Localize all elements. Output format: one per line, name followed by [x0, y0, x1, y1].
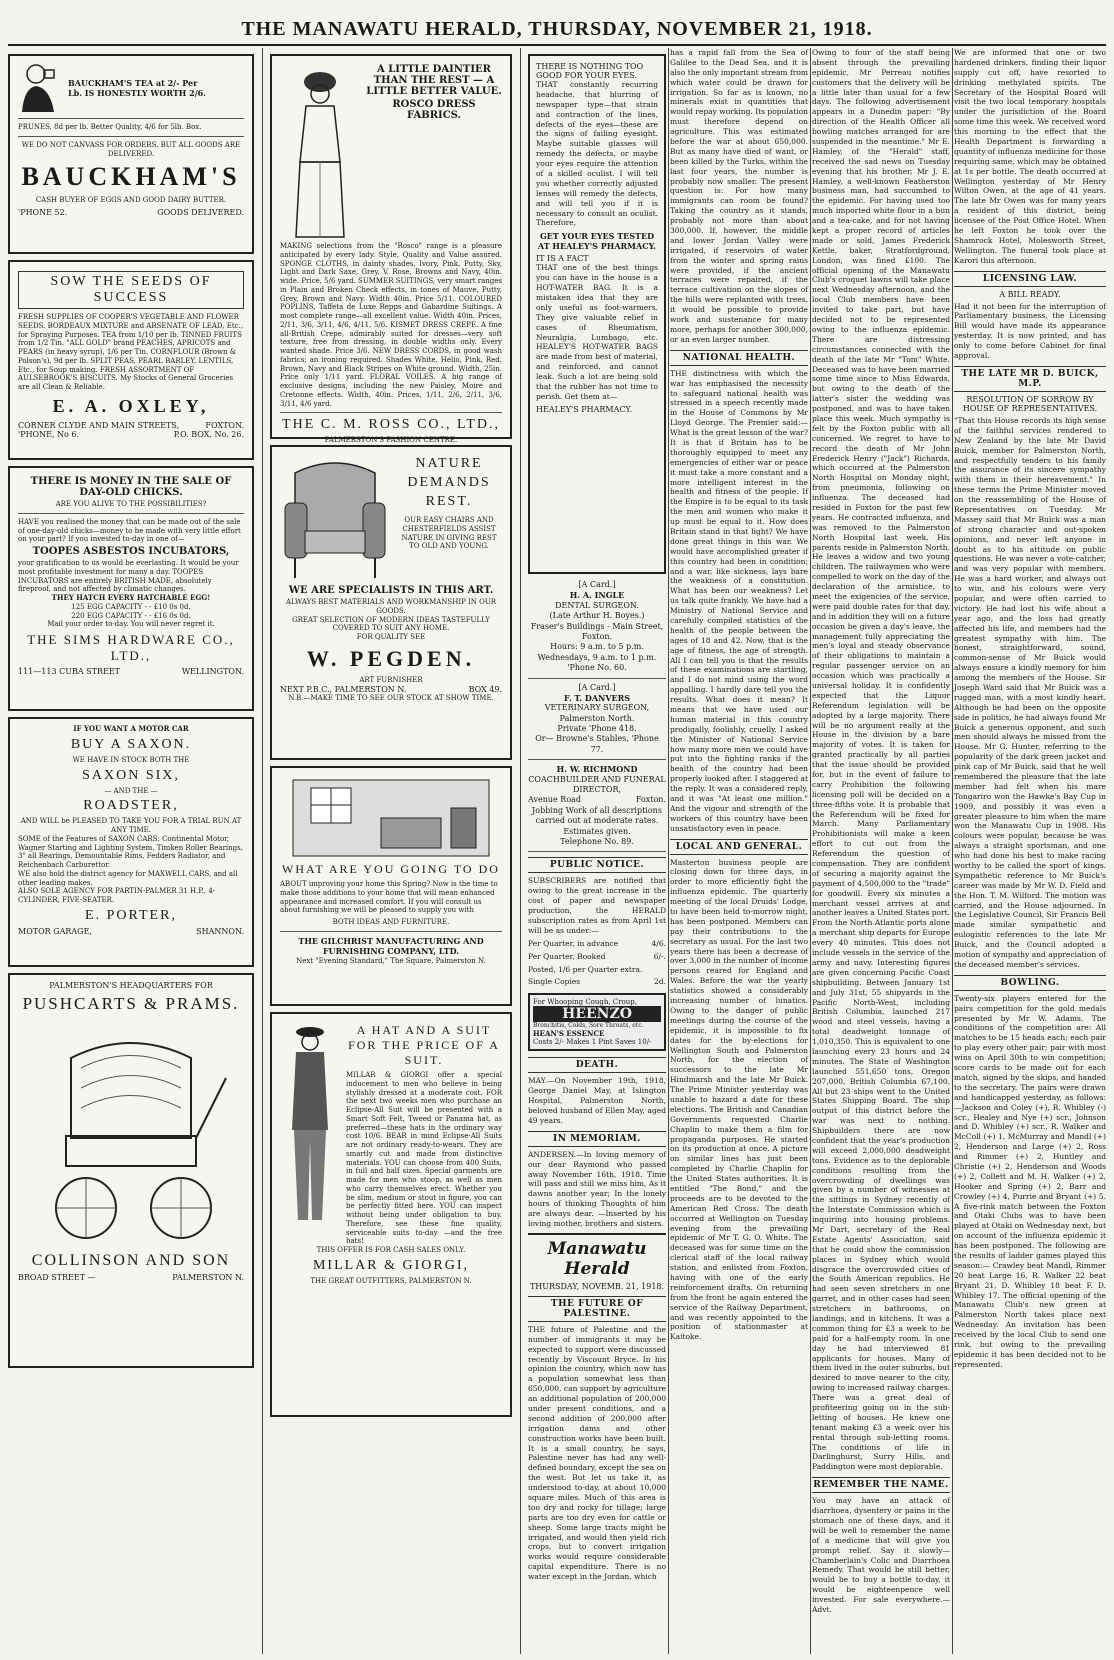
rate-label: Posted, 1/6 per Quarter extra.	[528, 964, 643, 974]
lady-figure-illustration	[280, 62, 360, 242]
healey-name: HEALEY'S PHARMACY.	[536, 404, 633, 414]
porter-garage: MOTOR GARAGE,	[18, 926, 92, 936]
porter-headline: IF YOU WANT A MOTOR CAR	[73, 724, 189, 733]
oxley-phone: 'PHONE, No 6.	[18, 429, 80, 439]
death-heading: DEATH.	[528, 1057, 666, 1073]
porter-stock: WE HAVE IN STOCK BOTH THE	[72, 755, 190, 764]
danvers-title: VETERINARY SURGEON,	[544, 703, 650, 713]
sims-headline: THERE IS MONEY IN THE SALE OF DAY-OLD CHICKS.	[30, 476, 232, 498]
collinson-town: PALMERSTON N.	[172, 1273, 244, 1283]
column-6	[954, 48, 1106, 1654]
ross-name: THE C. M. ROSS CO., LTD.,	[282, 417, 500, 433]
collinson-title: PUSHCARTS & PRAMS.	[22, 994, 240, 1014]
porter-and: — AND THE —	[104, 786, 158, 795]
bauckham-tagline: BAUCKHAM'S TEA at 2/- Per	[68, 77, 198, 88]
richmond-job: Jobbing Work of all descriptions carried out at moderate rates.	[532, 805, 662, 826]
pegden-best: ALWAYS BEST MATERIALS AND WORKMANSHIP IN OUR GOODS.	[285, 598, 497, 615]
canvass-line: WE DO NOT CANVASS FOR ORDERS, BUT ALL GOODS ARE DELIVERED.	[21, 140, 241, 158]
oxley-corner: CORNER CLYDE AND MAIN STREETS,	[18, 420, 180, 430]
buy-saxon: BUY A SAXON.	[70, 736, 192, 752]
pegden-advertisement	[270, 445, 512, 760]
column-5	[812, 48, 950, 1654]
bauckham-buyer: CASH BUYER OF EGGS AND GOOD DAIRY BUTTER.	[35, 196, 227, 205]
bowling-body: Twenty-six players entered for the pairs competition for the gold medals presented by Mr W. Adams. The conditions of the competition are: All matches to be 15 heads each; each pair to play every other pair; pair with most wins on April 30th to win competition; score cards to be made out for each match, signed by the skips, and handed to the secretary. The pairs were drawn and handicapped yesterday, as follows:—Jackson and Coley (+), R. Whibley (-) scr., Healey and Nye (+) scr., Johnson and D. Whibley (+) scr., R. Walker and McColl (+) 1, McMurray and Mandl (+) 2, Henderson and Large (+) 2, Ross and Rimmer (+) 2, Huntley and Christie (+) 2, Henderson and Woods (+) 2, Collett and M. H. Walker (+) 2, Hooker and Spring (+) 2, Barr and Crowley (+) 4, Purrie and Bryant (+) 5. A five-rink match between the Foxton and Otaki Clubs was to have been played at Otaki on Wednesday next, but on account of the influenza epidemic it has been postponed. The following are the results of ladder games played this season:— Crawley beat Mandl, Rimmer 20 beat Large 16, R. Walker 22 beat Bryant 21, D. Whibley 18 beat F. D. Whibley 17. The official opening of the Manawatu Club's new green at Palmerston North takes place next Wednesday. An invitation has been received by the local Club to send one rink, but owing to the prevailing epidemic it has been decided not to be represented.	[954, 993, 1106, 1369]
heanz-top: For Whooping Cough, Croup,	[533, 998, 637, 1007]
heanz-advertisement	[528, 993, 666, 1051]
buick-heading: THE LATE MR D. BUICK, M.P.	[954, 366, 1106, 392]
card-label: [A Card.]	[578, 580, 616, 589]
danvers-phone: Private 'Phone 418.	[557, 724, 637, 734]
collinson-prams-advertisement	[8, 973, 254, 1368]
ross-headline: A LITTLE DAINTIER THAN THE REST — A LITTLE BETTER VALUE.	[366, 64, 502, 97]
richmond-title: COACHBUILDER AND FUNERAL DIRECTOR,	[528, 774, 666, 795]
gilchrist-both: BOTH IDEAS AND FURNITURE.	[332, 918, 450, 926]
column-2	[270, 48, 512, 1654]
millar-headline: A HAT AND A SUIT FOR THE PRICE OF A SUIT.	[348, 1023, 500, 1067]
licensing-law-body: Had it not been for the interruption of Parliamentary business, the Licensing Bill would have made its appearance yesterday. It is now printed, and has only to come before Cabinet for final approval.	[954, 301, 1106, 361]
oxley-body: FRESH SUPPLIES OF COOPER'S VEGETABLE AND FLOWER SEEDS. BORDEAUX MIXTURE and ARSENATE OF LEAD, Etc., for Spraying Purposes. TEA from 1/10 per lb. TINNED FRUITS from 1/2 Tin. "ALL GOLD" brand PEACHES, APRICOTS and PEARS (in heavy syrup), 1/6 per Tin. CORNFLOUR (Brown & Polson's), 9d per lb. SPLIT PEAS, PEARL BARLEY, LENTILS, Etc., for Soup making. FRESH ASSORTMENT OF AULSEBROOK'S BISCUITS. My Stocks of General Groceries are all Clean & Reliable.	[18, 313, 244, 391]
toopes-incubators: TOOPES ASBESTOS INCUBATORS,	[32, 546, 230, 557]
oxley-name: E. A. OXLEY,	[52, 395, 210, 416]
remember-name-body: You may have an attack of diarrhoea, dysentery or pains in the stomach one of these days, and it will be well to remember the name of a medicine that will give you prompt relief. Say it slowly—Chamberlain's Colic and Diarrhoea Remedy. That would be still better, would be to buy a bottle to-day, it would be eighteenpence well invested. For sale everywhere.—Advt.	[812, 1496, 950, 1615]
healey-body: THAT constantly recurring headache, that blurring of newspaper type—that strain and contraction of the lines, defects of the eyes—these are the signs of failing eyesight. Maybe suitable glasses will remedy the defects, or maybe your eyes require the attention of a skilled oculist. I will tell you whether correctly adjusted lenses will remedy the defects, and will tell you if it is necessary to consult an oculist. Therefore,	[536, 80, 658, 228]
palestine-continued: has a rapid fall from the Sea of Galilee to the Dead Sea, and it is also the only important stream from which water could be drawn for irrigation. So far as is known, no minerals exist in quantities that would repay working. Its population must therefore depend on agriculture. This was estimated before the war at about 650,000. But as many have died of want, or been killed by the Turks, within the last four years, the number is probably now smaller. The present question is: For how many immigrants can room be found? Taking the country as it stands, probably not more than about 300,000. If, however, the middle and lower Jordan Valley were irrigated, if reservoirs of water from the winter and spring rains were provided, if the ancient terraces were repaired, if the terrace cultivation on the slopes of the hills were replanted with trees, it would be possible to provide work and sustenance for many more, perhaps for another 300,000, or an even larger number.	[670, 48, 808, 344]
heanz-essence: HEAN'S ESSENCE	[533, 1029, 605, 1039]
heanz-note: Bronchitis, Colds, Sore Throats, etc.	[533, 1022, 644, 1030]
fact-headline: IT IS A FACT	[536, 254, 589, 264]
collinson-street: BROAD STREET —	[18, 1273, 96, 1283]
rate-value: 4/6.	[651, 938, 666, 948]
licensing-law-heading: LICENSING LAW.	[954, 271, 1106, 287]
oxley-box: P.O. BOX, No. 26.	[173, 429, 244, 439]
millar-name: MILLAR & GIORGI,	[312, 1257, 470, 1273]
danvers-card	[528, 683, 666, 756]
rate-label: Per Quarter, Booked	[528, 951, 606, 961]
sims-hardware-advertisement	[8, 466, 254, 711]
pegden-great: GREAT SELECTION OF MODERN IDEAS TASTEFULLY COVERED TO SUIT ANY HOME.	[292, 615, 490, 633]
sims-hatch: THEY HATCH EVERY HATCHABLE EGG!	[51, 593, 211, 602]
bowling-heading: BOWLING.	[954, 975, 1106, 991]
porter-trial: AND WILL be PLEASED TO TAKE YOU FOR A TRIAL RUN AT ANY TIME.	[20, 817, 242, 834]
fact-body: THAT one of the best things you can have in the house is a HOT-WATER BAG. It is a mistaken idea that they are only useful as foot-warmers. They give valuable relief in cases of Rheumatism, Neuralgia, Lumbago, etc. HEALEY'S HOT-WATER BAGS are made from best of material, and reinforced, and cannot leak. Such a lot are being sold that the rubber has not time to perish. Get them at—	[536, 263, 658, 401]
collinson-name: COLLINSON AND SON	[31, 1252, 231, 1270]
herald-logo: Manawatu Herald	[547, 1238, 647, 1279]
sims-city: WELLINGTON.	[181, 667, 244, 676]
local-general-body: Masterton business people are closing down for three days, in order to more efficiently fight the influenza epidemic. The quarterly meeting of the local Druids' Lodge, to have been held to-morrow night, has been postponed. Members can pay their contributions to the secretary as usual. For the last two years there has been a decrease of over 3,000 in the number of income persons reared for England and Wales. Before the war the yearly statistics showed a considerably increasing number of lunatics. Owing to the danger of public meetings during the course of the epidemic, it is impossible to fix dates for the by-elections for Wellington South and Palmerston North, for the election of successors to the late Mr Hindmarsh and the late Mr Buick. The Prime Minister yesterday was unable to hazard a date for these elections. The British and Canadian Governments requested Charlie Chaplin to make them a film for propaganda purposes. He started on its production at once. A picture on similar lines has just been completed by Charlie Chaplin for the United States authorities. It is entitled "The Bond," and the proceeds are to be devoted to the American Red Cross. The death occurred at Wellington on Tuesday evening from the prevailing epidemic of Mr T. G. O. White. The deceased was for some time on the clerical staff of the local railway station, and enlisted from Foxton, having with one of the early reinforcement drafts. On returning from the front he again entered the service of the Railway Department, and was recently appointed to the position of stationmaster at Kaitoke.	[670, 857, 808, 1342]
gilchrist-body: ABOUT improving your home this Spring? Now is the time to make those additions to your home that will mean enhanced appearance and increased comfort. If you will consult us about furnishing we will be pleased to supply you with	[280, 880, 498, 915]
pegden-art: ART FURNISHER	[359, 675, 423, 684]
pram-illustration	[31, 1018, 231, 1248]
demands: DEMANDS	[407, 475, 491, 490]
healey-pharmacy-advertisement	[528, 54, 666, 574]
memoriam-body: ANDERSEN.—In loving memory of our dear Raymond who passed away November 16th, 1918. Time will pass and still we miss him, As it dawns another year; In the lonely hours of thinking Thoughts of him are always dear. —Inserted by his loving mother, brothers and sisters.	[528, 1149, 666, 1228]
ingle-card	[528, 580, 666, 674]
buick-body: "That this House records its high sense of the faithful services rendered to New Zealand by the late Mr David Buick, member for Palmerston North, and respectfully tenders to his family the assurance of its sincere sympathy with them in their bereavement." In these terms the Prime Minister moved on the reassembling of the House of Representatives on Tuesday. Mr Massey said that Mr Buick was a man of strong character and out-spoken opinions, and never left anyone in doubt as to his attitude on public questions. He was never a vote-catcher, and was very popular with members. He was a hard worker, and always out to win, and his colours were very popular, and were often carried to victory. He had lost his wife about a year ago, and the loss had greatly affected his life, and members had the greatest sympathy with him. The honest, straightforward, sound, common-sense of Mr Buick would always ensure a kindly memory for him among the members of the House. Sir Joseph Ward said that Mr Buick was a rugged man, with a most kindly heart. Although he had been on the opposite side in politics, he had always found Mr Buick a generous opponent, and such men should always be missed from the House. Mr G. Hunter, referring to the popularity of the dark green jacket and pink cap of Mr Buick, said that he well remembered the pleasure that the late member had felt when his mare Tongariro won the Hawke's Bay Cup in 1909, and possibly it was even a greater pleasure to him when the mare won the Manawatu Cup in 1908. His colours were popular, because he was always a straight sportsman, and one who had done his best to make racing worthy to be called the sport of kings. Sympathetic reference to Mr Buick's career was made by Mr W. D. Field and the Hon. T. M. Wilford. The motion was carried, and the House adjourned. In the Legislative Council, Sir Francis Bell made similar sympathetic and eulogistic references to the late Mr Buick, and the Council adopted a motion of sympathy and appreciation of the deceased member's services.	[954, 415, 1106, 969]
public-notice-heading: PUBLIC NOTICE.	[528, 857, 666, 873]
rate-value: 6/-.	[653, 951, 666, 961]
nature: NATURE	[415, 456, 483, 471]
palestine-heading: THE FUTURE OF PALESTINE.	[528, 1296, 666, 1322]
bauckham-delivered: GOODS DELIVERED.	[157, 208, 244, 217]
bauckham-tagline: Lb. IS HONESTLY WORTH 2/6.	[68, 88, 206, 98]
sims-name: THE SIMS HARDWARE CO., LTD.,	[27, 632, 235, 663]
porter-district: WE also hold the district agency for MAXWELL CARS, and all other leading makes.	[18, 869, 238, 887]
sims-address: 111—113 CUBA STREET	[18, 667, 120, 676]
card-label: [A Card.]	[578, 682, 616, 692]
porter-agency: ALSO SOLE AGENCY FOR PARTIN-PALMER 31 H.P., 4-CYLINDER, FIVE-SEATER.	[18, 887, 216, 904]
ross-subhead: ROSCO DRESS FABRICS.	[392, 99, 476, 121]
death-body: MAY.—On November 19th, 1918, George Daniel May, at Islington Hospital, Palmerston North, beloved husband of Ellen May, aged 49 years.	[528, 1076, 666, 1125]
bauckham-name: BAUCKHAM'S	[21, 162, 241, 192]
national-health-heading: NATIONAL HEALTH.	[670, 350, 808, 366]
gilchrist-advertisement	[270, 766, 512, 1006]
masthead	[8, 4, 1106, 46]
millar-cash: THIS OFFER IS FOR CASH SALES ONLY.	[316, 1246, 466, 1254]
saxon-six: SAXON SIX,	[82, 767, 180, 783]
gentleman-figure-illustration	[280, 1020, 340, 1230]
oxley-advertisement	[8, 260, 254, 460]
porter-saxon-advertisement	[8, 717, 254, 967]
column-4	[670, 48, 808, 1654]
pegden-specialists: WE ARE SPECIALISTS IN THIS ART.	[288, 585, 494, 596]
column-rule	[520, 48, 521, 1654]
richmond-road: Avenue Road	[528, 795, 582, 805]
ingle-name: H. A. INGLE	[569, 590, 625, 601]
collinson-headline: PALMERSTON'S HEADQUARTERS FOR	[49, 981, 213, 990]
remember-name-heading: REMEMBER THE NAME.	[812, 1477, 950, 1493]
room-interior-illustration	[291, 778, 491, 858]
masthead-title: THE MANAWATU HERALD, THURSDAY, NOVEMBER 21, 1918.	[241, 18, 873, 40]
gilchrist-next: Next "Evening Standard," The Square, Palmerston N.	[296, 956, 486, 965]
porter-name: E. PORTER,	[85, 907, 177, 923]
sims-question: ARE YOU ALIVE TO THE POSSIBILITIES?	[55, 500, 207, 508]
licensing-law-subheading: A BILL READY.	[999, 289, 1061, 299]
sims-capacity: 125 EGG CAPACITY - - £10 0s 0d.	[71, 602, 191, 611]
news-body: We are informed that one or two hardened drinkers, finding their liquor supply cut off, have resorted to drinking methylated spirits. The Secretary of the Hospital Board will visit the two local temporary hospitals under the jurisdiction of the Board some time this week. We received word this morning to the effect that the Health Department is forwarding a quantity of influenza medicine for those requiring same, which may be obtained at 1s per bottle. The death occurred at Wellington yesterday of Mr Henry Wilton Owen, at the age of 41 years. The late Mr Owen was for many years a resident of this district, being licensee of the Post Office Hotel. When he left Foxton he took over the Shamrock Hotel, Molesworth Street, Wellington. The funeral took place at Karori this afternoon.	[954, 48, 1106, 265]
pegden-easy: OUR EASY CHAIRS AND CHESTERFIELDS ASSIST NATURE IN GIVING REST TO OLD AND YOUNG.	[401, 516, 497, 551]
local-news-body: Owing to four of the staff being absent through the prevailing epidemic, Mr Perreau notifies customers that the delivery will be a little later than usual for a few days. The following advertisement appears in a Dunedin paper: "By direction of the Health Officer all bowling matches arranged for are suspended in the meantime." Mr E. Hamley, of the "Herald" staff, received the sad news on Tuesday evening that his brother, Mr J. E. Hamley, a well-known Featherston business man, had succumbed to the epidemic. For having used too much imported white flour in a bun and a tea-cake, and for not having kept a proper record of articles made or sold, James Frederick Kettle, baker, Stratfordground, London, was fined £100. The official opening of the Manawatu Club's croquet lawns will take place next Wednesday afternoon, and the local Club members have been invited to take part, but have decided not to be represented owing to the influenza epidemic. There are distressing circumstances connected with the death of the late Mr "Tom" White. Deceased was to have been married some time since to Miss Edwards, but owing to the death of the latter's sister the wedding was postponed, and was to have taken place this week. Much sympathy is felt by the Foxton public with all concerned. We regret to have to record the death of Mr John Frederick Henry ("Jack") Richards, which occurred at the Palmerston North Hospital on Monday night, from pneumonia, following on influenza. The deceased had resided in Foxton for the past few years. He contracted influenza, and was removed to the Palmerston North Hospital last week. His parents reside in Palmerston North. He leaves a widow and two young children. The railwaymen who were compelled to work on the day of the declaration of the armistice, to meet the exigencies of the service, were paid double rates for that day, and in addition they will on a future occasion be given a day's leave, the management fully appreciating the men's loyal and steady observance of their obligations to maintain a regular passenger service on an occasion which was practically a universal holiday. It is confidently expected that the Liquor Referendum legislation will be adopted by a large majority. There will be no argument really at the House in the division by a bare majority of votes. It is taken for granted practically by all parties that the issue should be provided for, but in the event of failure to carry Prohibition the following licensing poll will be decided on a three-fifths vote. It is probable that the Referendum will be fixed for March. Many Parliamentary Prohibitionists will make a keen effort to cut out from the Referendum the question of compensation. They are confident of securing a majority against the payment of 4,500,000 to the "trade" for goodwill. Every six minutes a merchant vessel arrives at and another leaves a United States port. From the North Atlantic ports alone a merchant ship departs for Europe every 40 minutes. This does not include vessels in the service of the army and navy. Interesting figures are given concerning Pacific Coast shipbuilding. Between January 1st and July 31st, 55 shipyards in the Pacific North-West, including British Columbia, launched 217 wood and steel vessels, having a total deadweight tonnage of 1,010,350. This is equivalent to one launching every 23 hours and 24 minutes. The State of Washington launched 551,650 tons, Oregon 207,000, British Columbia 67,100. All but 23 ships went to the United States Shipping Board. The ship output of this district before the war was next to nothing. Shipbuilders there are now confident that the year's production will exceed 2,000,000 deadweight tons. Evidence as to the deplorable conditions resulting from the overcrowding of dwellings was given by a number of witnesses at the sittings in Sydney recently of the Interstate Commission which is inquiring into housing problems. Mr Dart, secretary of the Real Estate Agents' Association, said that he could show the commission places in Sydney which would disgrace the overcrowded cities of the South American republics. He had seen seven stretchers in one garret, and in other cases had seen stretchers in bathrooms, on landings, and in kitchens. It was a common thing for £3 a week to be paid for a half-empty room. In one day he had interviewed 81 applicants for houses. Many of them lived in the outer suburbs, but desired to move nearer to the city, owing to increased railway charges. There was a great deal of profiteering going on in the sub-letting of houses. He knew one tenant making £3 a week over his rental through sub-letting rooms. The conditions of life in Darlinghurst, Surry Hills, and Paddington were most deplorable.	[812, 48, 950, 1472]
column-3	[528, 48, 666, 1654]
ross-body: MAKING selections from the "Rosco" range is a pleasure anticipated by every lady. Style, Quality and Value assured. SPONGE CLOTHS, in dainty shades, Ivory, Pink, Putty, Sky, Light and Dark Saxe, Grey, V. Rose, Browns and Navy, 40in. wide. Price, 5/6 yard. SUMMER SUITINGS, very smart ranges in Plain and Broken Check effects, in tones of Mauve, Putty, Grey, Brown and Navy. Width 40in. Price 5/11. COLOURED POPLINS, Taffeta de Luxe Repps and Gabardine Suitings. A most complete range—all excellent value. Width 40in. Prices, 2/11, 3/6, 3/11, 4/6, 4/11, 5/6. KISMET DRESS CREPE. A fine all-British Crepe, admirably suited for dresses—very soft texture, free from dressing, in double widths only. Every wanted shade. Price 3/6. NEW DRESS CORDS, in good wash fabrics; an ironing required. Shades White, Helio, Pink, Red, Brown, Navy and Black Stripes on White ground. Width, 25in. Price only 1/11 yard. FLORAL VOILES. A big range of exclusive designs, including the new Paisley, Moire and Cretonne effects. Width, 40in. Prices, 1/11, 2/6, 2/11, 3/6, 3/11, 4/6 yard.	[280, 242, 502, 408]
sims-capacity: 220 EGG CAPACITY - - £16 0s 0d.	[71, 611, 191, 620]
tea-drinker-illustration	[18, 62, 62, 114]
pegden-name: W. PEGDEN.	[306, 645, 476, 671]
herald-date: THURSDAY, NOVEMB. 21, 1918.	[529, 1281, 665, 1291]
rate-label: Per Quarter, in advance	[528, 938, 619, 948]
porter-town: SHANNON.	[196, 926, 244, 936]
millar-body: MILLAR & GIORGI offer a special inducement to men who believe in being stylishly dressed at a moderate cost. FOR the next two weeks men who purchase an Eclipse-All Suit will be presented with a Smart Soft Felt, Tweed or Panama hat, as preferred—these hats in the ordinary way cost 10/6. BEAR in mind Eclipse-All Suits are not ordinary ready-to-wears. They are smartly cut and made from distinctive materials. YOU can choose from 400 Suits, in full and half sizes. Special garments are made for men who stoop, as well as men who carry themselves erect. Whether you be slim, medium or stout in figure, you can be perfectly fitted here. YOU can inspect without being under obligation to buy. Therefore, see these fine quality, serviceable suits to-day —and the free hats!	[346, 1071, 502, 1246]
heanz-bottom: Costs 2/- Makes 1 Pint Saves 10/-	[533, 1038, 652, 1047]
ingle-title: DENTAL SURGEON.	[555, 600, 639, 610]
column-rule	[952, 48, 953, 1654]
sims-mail: Mail your order to-day. You will never regret it.	[47, 620, 215, 629]
richmond-town: Foxton.	[635, 795, 666, 805]
richmond-telephone: Telephone No. 89.	[560, 836, 634, 846]
healey-headline: THERE IS NOTHING TOO GOOD FOR YOUR EYES.	[536, 62, 644, 80]
rate-label: Single Copies	[528, 977, 581, 987]
oxley-town: FOXTON.	[205, 420, 244, 430]
millar-giorgi-advertisement	[270, 1012, 512, 1417]
public-notice-body: SUBSCRIBERS are notified that owing to the great increase in the cost of paper and newspaper production, the HERALD subscription rates as from April 1st will be as under:—	[528, 876, 666, 935]
pegden-quality: FOR QUALITY SEE	[356, 633, 426, 641]
ingle-hours: Hours: 9 a.m. to 5 p.m. Wednesdays, 9 a.m. to 1 p.m.	[537, 642, 657, 662]
saxon-roadster: ROADSTER,	[83, 798, 179, 814]
buick-subheading: RESOLUTION OF SORROW BY HOUSE OF REPRESENTATIVES.	[962, 394, 1098, 413]
column-rule	[668, 48, 669, 1654]
richmond-card	[528, 764, 666, 847]
ingle-address: Fraser's Buildings - Main Street, Foxton.	[530, 621, 664, 641]
heanz-brand: HEENZO	[533, 1006, 661, 1022]
danvers-town: Palmerston North.	[559, 713, 635, 723]
richmond-name: H. W. RICHMOND	[556, 764, 638, 775]
prunes-line: PRUNES, 8d per lb. Better Quality, 4/6 for 5lb. Box.	[18, 123, 202, 131]
memoriam-heading: IN MEMORIAM.	[528, 1131, 666, 1147]
rate-value: 2d.	[654, 977, 666, 987]
ingle-late: (Late Arthur H. Boyes.)	[549, 611, 645, 621]
ross-fabrics-advertisement	[270, 54, 512, 445]
sims-body: HAVE you realised the money that can be made out of the sale of one-day-old chicks—money to be made with very little effort on your part? If you invested to-day in one of—	[18, 517, 241, 544]
pegden-box: BOX 49.	[468, 684, 502, 694]
sims-body-2: your gratification to us would be everlasting. It would be your most profitable investment for many a day. TOOPES INCUBATORS are entirely BRITISH MADE, absolutely fireproof, and not affected by climatic changes.	[18, 559, 239, 594]
porter-body: SOME of the Features of SAXON CARS: Continental Motor, Wagner Starting and Lighting System, Timken Roller Bearings, 3" all Bearings, Demountable Rims, Fedders Radiator, and Reichenbach Carburettor.	[18, 834, 243, 869]
pegden-next: NEXT P.B.C., PALMERSTON N.	[280, 684, 407, 694]
richmond-estimates: Estimates given.	[563, 826, 631, 836]
bauckham-phone: 'PHONE 52.	[18, 208, 68, 217]
gilchrist-headline: WHAT ARE YOU GOING TO DO	[282, 862, 500, 876]
danvers-phone: Or— Browne's Stables, 'Phone 77.	[535, 734, 659, 754]
column-rule	[810, 48, 811, 1654]
gilchrist-name: THE GILCHRIST MANUFACTURING AND FURNISHING COMPANY, LTD.	[298, 935, 484, 957]
pegden-nb: N.B.—MAKE TIME TO SEE OUR STOCK AT SHOW TIME.	[288, 693, 494, 702]
column-1	[8, 48, 254, 1654]
palestine-body: THE future of Palestine and the number of immigrants it may be expected to support were discussed recently by Viscount Bryce. In his opinion the country, which now has a population somewhat less than 650,000, can support by agriculture an additional population of 200,000 under present conditions, and a second addition of 200,000 after irrigation dams and other construction works have been built. It is a small country, he says, Palestine never has had any well-defined boundary, except the sea on the west. But let us take it, as understood to-day, at about 10,000 square miles. Much of this area is too dry and rocky for tillage; large parts are too dry even for cattle or sheep. Some large tracts might be irrigated, and would then yield rich crops, but to convert irrigation works would require considerable capital expenditure. There is no water except in the Jordan, which	[528, 1324, 666, 1582]
armchair-illustration	[280, 453, 390, 583]
danvers-name: F. T. DANVERS	[563, 692, 631, 703]
bauckham-advertisement	[8, 54, 254, 254]
oxley-headline: SOW THE SEEDS OF SUCCESS	[18, 271, 244, 309]
ingle-phone: 'Phone No. 60.	[567, 663, 627, 673]
national-health-body: THE distinctness with which the war has emphasised the necessity to safeguard national health was stressed in a speech recently made in the House of Commons by Mr Lloyd George. The Premier said:— What is the great lesson of the war? It is that if Britain has to be thoroughly equipped to meet any emergencies of either war or peace it must take a more constant and a more intelligent interest in the health and fitness of the people. If the Empire is to be equal to its task the men and women who make it up must be equal to it. How does Britain stand in that light? We have done great things in this war. We would have accomplished greater if this country had been in condition; and a war, like sickness, lays bare the weakness of a constitution. What has been our weakness? Let us talk quite frankly. We have had a Ministry of National Service and carefully compiled statistics of the health of the people between the ages of 18 and 42. Now, that is the age of fitness, the age of strength. All I can tell you is that the results of these examinations are startling, and I do not mind using the word appalling. I hardly dare tell you the results. What does it mean? It means that we have used our human material in this country prodigally, foolishly, cruelly. I asked the Minister of National Service how many more men we could have put into the fighting ranks if the health of the country had been properly looked after. I staggered at the reply. It was a considered reply, and it was "At least one million." And the vigour and strength of the workers of this country have been unsatisfactory even in peace.	[670, 368, 808, 833]
column-rule	[262, 48, 263, 1654]
ross-centre: PALMERSTON'S FASHION CENTRE.	[324, 436, 458, 445]
millar-tag: THE GREAT OUTFITTERS, PALMERSTON N.	[310, 1276, 472, 1285]
healey-get: GET YOUR EYES TESTED AT HEALEY'S PHARMACY.	[537, 231, 657, 252]
local-general-heading: LOCAL AND GENERAL.	[670, 839, 808, 855]
rest: REST.	[425, 494, 473, 509]
